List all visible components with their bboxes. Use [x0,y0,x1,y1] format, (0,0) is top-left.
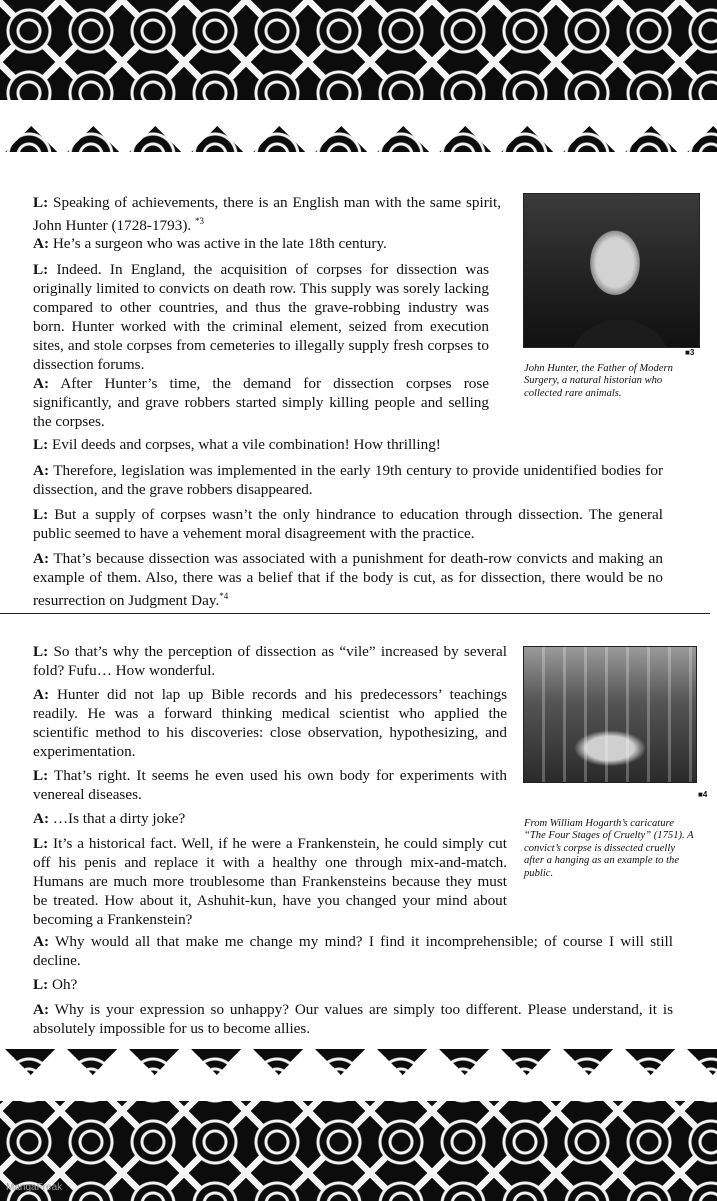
decorative-footer-pattern [0,1049,717,1201]
dialogue-paragraph [33,642,507,680]
speaker-label: L: [33,506,49,523]
dialogue-paragraph [33,809,507,828]
figure-number: ■3 [685,348,695,357]
dialogue-text: So that’s why the perception of dissection as “vile” increased by several fold? Fufu… How wonderful. [33,643,507,679]
dialogue-paragraph [33,834,507,929]
figure-caption: From William Hogarth’s caricature “The Four Stages of Cruelty” (1751). A convict’s corpse is dissected cruelly after a hanging as an example to the public. [524,818,694,879]
footnote-ref: *4 [219,591,229,601]
john-hunter-portrait [523,193,700,348]
speaker-label: L: [33,643,49,660]
speaker-label: L: [33,436,49,453]
dialogue-text: He’s a surgeon who was active in the late 18th century. [49,235,387,252]
dialogue-text: Hunter did not lap up Bible records and his predecessors’ teachings readily. He was a forward thinking medical scientist who applied the scientific method to his discoveries: close observation, hypothesizing, and experimentation. [33,686,507,760]
dialogue-paragraph [33,461,663,499]
dialogue-paragraph [33,260,489,374]
speaker-label: A: [33,550,50,567]
dialogue-text: Why is your expression so unhappy? Our values are simply too different. Please understand, it is absolutely impossible for us to become allies. [33,1001,673,1037]
speaker-label: L: [33,261,49,278]
speaker-label: A: [33,810,50,827]
speaker-label: L: [33,835,49,852]
dialogue-text: Speaking of achievements, there is an English man with the same spirit, John Hunter (1728-1793). [33,194,501,234]
figure-number: ■4 [698,790,708,799]
speaker-label: A: [33,1001,50,1018]
dialogue-paragraph [33,435,673,454]
dialogue-paragraph [33,234,501,253]
dialogue-text: Oh? [48,976,78,993]
dialogue-text: It’s a historical fact. Well, if he were a Frankenstein, he could simply cut off his penis and replace it with a healthy one through mix-and-match. Humans are much more troublesome than Frankensteins because they must be treated. How about it, Ashuhit-kun, have you changed your mind about becoming a Frankenstein? [33,835,507,928]
dialogue-text: Why would all that make me change my mind? I find it incomprehensible; of course I will still decline. [33,933,673,969]
dialogue-text: That’s right. It seems he even used his own body for experiments with venereal diseases. [33,767,507,803]
dialogue-text: …Is that a dirty joke? [49,810,186,827]
dialogue-paragraph [33,932,673,970]
dialogue-text: After Hunter’s time, the demand for dissection corpses rose significantly, and grave robbers started simply killing people and selling the corpses. [33,375,489,430]
speaker-label: A: [33,933,50,950]
footnote-ref: *3 [194,216,204,226]
speaker-label: A: [33,686,50,703]
dialogue-paragraph [33,505,663,543]
dialogue-paragraph [33,374,489,431]
speaker-label: A: [33,235,50,252]
dialogue-text: Evil deeds and corpses, what a vile combination! How thrilling! [48,436,441,453]
dialogue-paragraph [33,685,507,761]
dialogue-paragraph [33,766,507,804]
section-divider [0,613,710,614]
hogarth-engraving [523,646,697,783]
dialogue-paragraph [33,1000,673,1038]
speaker-label: L: [33,767,49,784]
figure-caption: John Hunter, the Father of Modern Surgery, a natural historian who collected rare animals. [524,363,673,399]
speaker-label: L: [33,976,49,993]
dialogue-text: That’s because dissection was associated with a punishment for death-row convicts and making an example of them. Also, there was a belief that if the body is cut, as for dissection, there would be no resurrection on Judgment Day. [33,550,663,609]
dialogue-text: But a supply of corpses wasn’t the only hindrance to education through dissection. The general public seemed to have a vehement moral disagreement with the practice. [33,506,663,542]
dialogue-text: Indeed. In England, the acquisition of corpses for dissection was originally limited to convicts on death row. This supply was sorely lacking compared to other countries, and thus the grave-robbing industry was born. Hunter worked with the criminal element, seized from execution sites, and stole corpses from cemeteries to illegally supply fresh corpses to dissection forums. [33,261,489,373]
dialogue-text: Therefore, legislation was implemented in the early 19th century to provide unidentified bodies for dissection, and the grave robbers disappeared. [33,462,663,498]
dialogue-paragraph [33,549,663,610]
decorative-header-pattern [0,0,717,152]
watermark: MangaFreak [6,1182,63,1193]
dialogue-paragraph [33,975,673,994]
dialogue-paragraph [33,193,501,235]
speaker-label: A: [33,375,50,392]
speaker-label: L: [33,194,49,211]
speaker-label: A: [33,462,50,479]
